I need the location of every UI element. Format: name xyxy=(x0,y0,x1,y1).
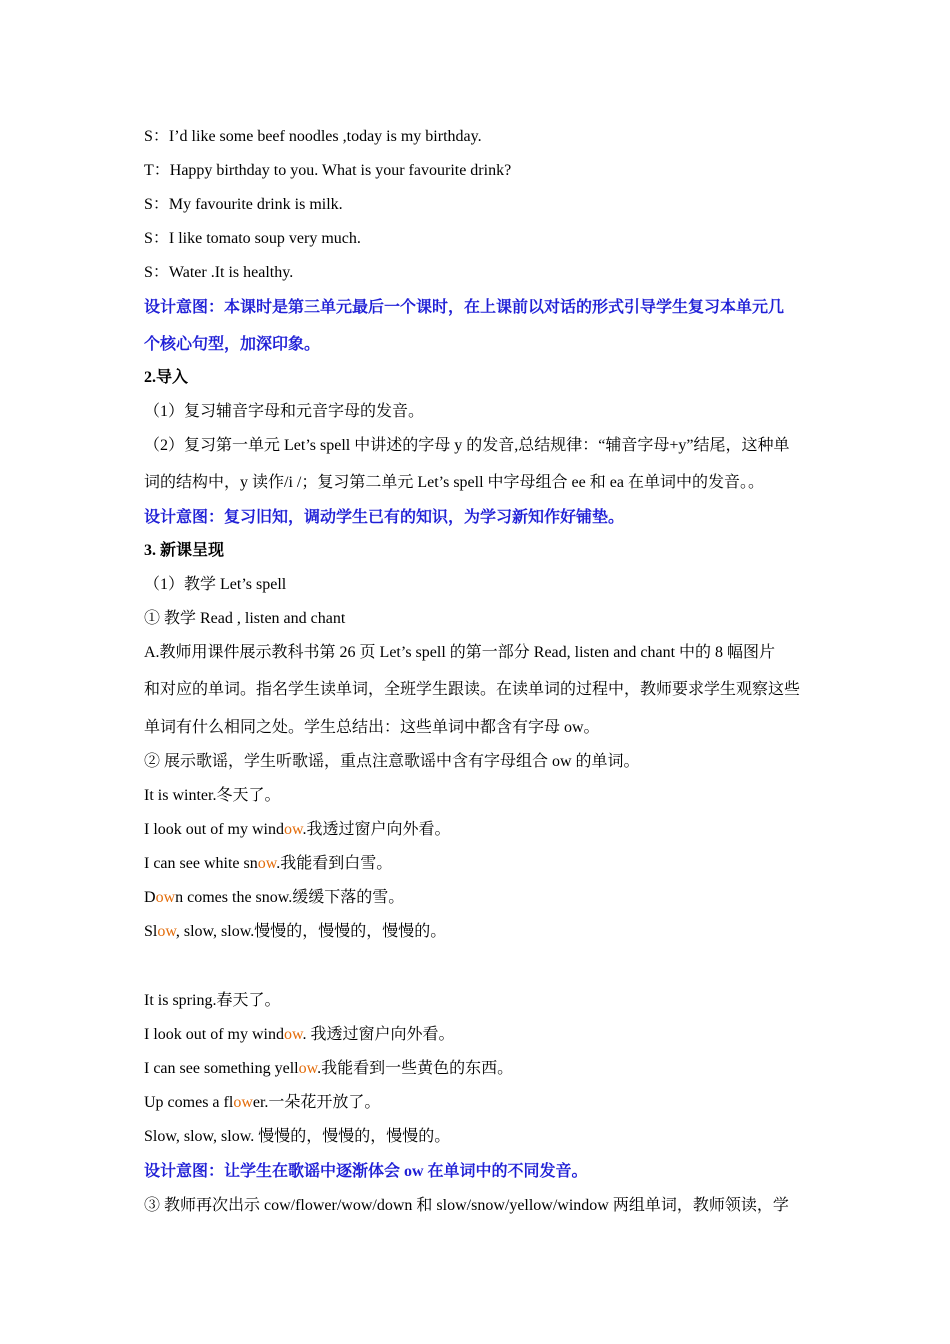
chant-spring-line xyxy=(144,1127,450,1147)
chant-text: It is spring.春天了。 xyxy=(144,992,281,1009)
chant-spring-line xyxy=(144,1059,513,1079)
step-a-line-2: 和对应的单词。指名学生读单词，全班学生跟读。在读单词的过程中，教师要求学生观察这些 xyxy=(144,681,801,698)
design-intent-3: 设计意图：让学生在歌谣中逐渐体会 ow 在单词中的不同发音。 xyxy=(144,1163,588,1180)
review-item-2a: （2）复习第一单元 Let’s spell 中讲述的字母 y 的发音,总结规律：“辅音字母+y”结尾，这种单 xyxy=(144,437,790,454)
chant-text: Sl xyxy=(144,923,158,940)
teach-item-1: （1）教学 Let’s spell xyxy=(144,576,287,593)
dialogue-line: S：My favourite drink is milk. xyxy=(144,196,343,213)
dialogue-line: T：Happy birthday to you. What is your favourite drink? xyxy=(144,162,512,179)
review-item-1: （1）复习辅音字母和元音字母的发音。 xyxy=(144,403,425,420)
chant-text: , slow, slow.慢慢的，慢慢的，慢慢的。 xyxy=(175,923,447,940)
ow-highlight: ow xyxy=(157,923,176,940)
chant-winter-line xyxy=(144,854,392,874)
chant-text: . 我透过窗户向外看。 xyxy=(302,1026,455,1043)
design-intent-1a: 设计意图：本课时是第三单元最后一个课时，在上课前以对话的形式引导学生复习本单元几 xyxy=(144,299,785,316)
ow-highlight: ow xyxy=(284,821,303,838)
chant-text: n comes the snow.缓缓下落的雪。 xyxy=(175,889,405,906)
chant-text: .我透过窗户向外看。 xyxy=(302,821,451,838)
ow-highlight: ow xyxy=(298,1060,318,1077)
section-heading-3: 3. 新课呈现 xyxy=(144,542,225,559)
chant-text: I can see white sn xyxy=(144,855,258,872)
ow-highlight: ow xyxy=(155,889,176,906)
chant-text: Up comes a fl xyxy=(144,1094,234,1111)
chant-text: I look out of my wind xyxy=(144,1026,284,1043)
step-a-line-3: 单词有什么相同之处。学生总结出：这些单词中都含有字母 ow。 xyxy=(144,719,600,736)
chant-winter-line xyxy=(144,922,446,942)
ow-highlight: ow xyxy=(284,1026,303,1043)
dialogue-line: S：I’d like some beef noodles ,today is my birthday. xyxy=(144,128,482,145)
dialogue-line: S：Water .It is healthy. xyxy=(144,264,294,281)
chant-winter-line xyxy=(144,888,404,908)
chant-spring-line xyxy=(144,1025,455,1045)
design-intent-1b: 个核心句型，加深印象。 xyxy=(144,336,321,353)
review-item-2b: 词的结构中，y 读作/i /；复习第二单元 Let’s spell 中字母组合 ee 和 ea 在单词中的发音。。 xyxy=(144,474,764,491)
ow-highlight: ow xyxy=(233,1094,253,1111)
chant-text: I can see something yell xyxy=(144,1060,299,1077)
step-3: ③ 教师再次出示 cow/flower/wow/down 和 slow/snow/yellow/window 两组单词，教师领读，学 xyxy=(144,1197,789,1214)
chant-text: D xyxy=(144,889,156,906)
chant-winter-line xyxy=(144,786,280,806)
chant-spring-line xyxy=(144,991,280,1011)
chant-text: .我能看到白雪。 xyxy=(276,855,393,872)
step-2: ② 展示歌谣，学生听歌谣，重点注意歌谣中含有字母组合 ow 的单词。 xyxy=(144,753,640,770)
section-heading-2: 2.导入 xyxy=(144,369,189,386)
chant-text: .我能看到一些黄色的东西。 xyxy=(317,1060,514,1077)
step-a-line-1: A.教师用课件展示教科书第 26 页 Let’s spell 的第一部分 Read, listen and chant 中的 8 幅图片 xyxy=(144,644,776,661)
chant-spring-line xyxy=(144,1093,380,1113)
chant-text: Slow, slow, slow. 慢慢的，慢慢的，慢慢的。 xyxy=(144,1128,451,1145)
design-intent-2: 设计意图：复习旧知，调动学生已有的知识，为学习新知作好铺垫。 xyxy=(144,509,625,526)
ow-highlight: ow xyxy=(257,855,277,872)
chant-text: It is winter.冬天了。 xyxy=(144,787,281,804)
chant-text: I look out of my wind xyxy=(144,821,284,838)
step-1: ① 教学 Read , listen and chant xyxy=(144,610,346,627)
chant-winter-line xyxy=(144,820,451,840)
chant-text: er.一朵花开放了。 xyxy=(252,1094,381,1111)
dialogue-line: S：I like tomato soup very much. xyxy=(144,230,361,247)
